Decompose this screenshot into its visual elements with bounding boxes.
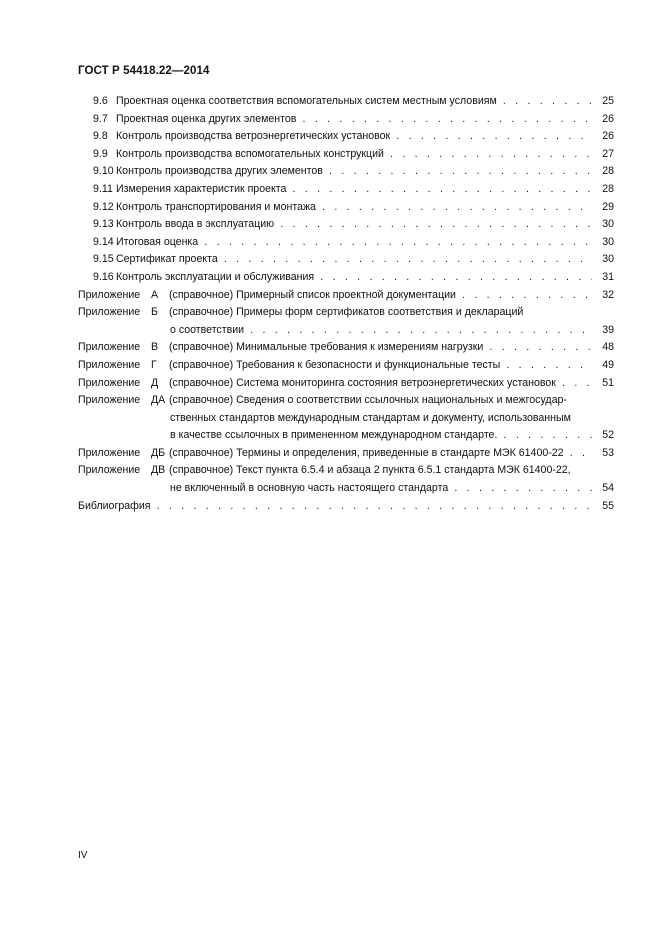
toc-entry-page: 30	[602, 235, 614, 248]
toc-entry-number: 9.15	[93, 253, 114, 266]
appendix-title: (справочное) Требования к безопасности и функциональные тесты . . .	[169, 357, 592, 375]
toc-appendix-a[interactable]	[78, 287, 614, 305]
toc-entry-number: 9.8	[93, 130, 108, 143]
appendix-label: Приложение	[78, 358, 141, 371]
toc-entry-title: Контроль производства других элементов . . .	[116, 163, 592, 181]
bibliography-title: Библиография . . .	[78, 498, 592, 516]
toc-entry-title: Контроль эксплуатации и обслуживания . . .	[116, 269, 592, 287]
toc-entry-9-15[interactable]	[78, 251, 614, 269]
toc-entry-9-6[interactable]	[78, 93, 614, 111]
toc-entry-number: 9.14	[93, 235, 114, 248]
toc-entry-title: Контроль производства ветроэнергетических установок . . .	[116, 128, 592, 146]
toc-appendix-da-cont-2[interactable]	[78, 427, 614, 445]
toc-entry-page: 32	[602, 288, 614, 301]
appendix-label: Приложение	[78, 288, 141, 301]
toc-entry-9-10[interactable]	[78, 163, 614, 181]
toc-appendix-dv-cont[interactable]	[78, 480, 614, 498]
toc-entry-title: Проектная оценка соответствия вспомогательных систем местным условиям . . .	[116, 93, 592, 111]
appendix-letter: ДВ	[151, 464, 166, 477]
toc-entry-page: 53	[602, 446, 614, 459]
toc-appendix-v[interactable]	[78, 339, 614, 357]
toc-entry-number: 9.11	[93, 182, 113, 195]
document-header: ГОСТ Р 54418.22—2014	[78, 65, 210, 77]
toc-entry-9-7[interactable]	[78, 111, 614, 129]
appendix-title-continued: не включенный в основную часть настоящего стандарта . . .	[170, 480, 592, 498]
toc-entry-number: 9.13	[93, 218, 114, 231]
toc-appendix-da-cont-1[interactable]	[78, 410, 614, 428]
appendix-label: Приложение	[78, 376, 141, 389]
toc-entry-page: 31	[602, 270, 614, 283]
toc-entry-page: 48	[602, 341, 614, 354]
appendix-title-continued: ственных стандартов международным стандартам и документу, использованным	[170, 411, 571, 424]
appendix-title: (справочное) Термины и определения, приведенные в стандарте МЭК 61400-22 . . .	[169, 445, 592, 463]
toc-entry-page: 27	[602, 147, 614, 160]
appendix-title: (справочное) Минимальные требования к измерениям нагрузки . . .	[169, 339, 592, 357]
toc-appendix-db[interactable]	[78, 445, 614, 463]
toc-entry-title: Контроль производства вспомогательных конструкций . . .	[116, 146, 592, 164]
appendix-title: (справочное) Система мониторинга состояния ветроэнергетических установок . . .	[169, 375, 592, 393]
toc-entry-page: 28	[602, 165, 614, 178]
toc-bibliography[interactable]	[78, 498, 614, 516]
toc-entry-number: 9.7	[93, 112, 108, 125]
toc-entry-number: 9.16	[93, 270, 114, 283]
toc-entry-9-13[interactable]	[78, 216, 614, 234]
toc-entry-page: 30	[602, 218, 614, 231]
toc-entry-page: 51	[602, 376, 614, 389]
toc-entry-9-16[interactable]	[78, 269, 614, 287]
page-number: IV	[78, 850, 88, 861]
toc-entry-9-8[interactable]	[78, 128, 614, 146]
toc-entry-title: Контроль транспортирования и монтажа . . .	[116, 199, 592, 217]
toc-entry-page: 30	[602, 253, 614, 266]
appendix-title-continued: о соответствии . . .	[170, 322, 592, 340]
toc-entry-number: 9.9	[93, 147, 108, 160]
appendix-label: Приложение	[78, 341, 141, 354]
toc-entry-page: 49	[602, 358, 614, 371]
appendix-title: (справочное) Примеры форм сертификатов соответствия и деклараций	[169, 306, 524, 319]
toc-entry-number: 9.6	[93, 95, 108, 107]
appendix-letter: Б	[151, 306, 158, 319]
toc-entry-page: 39	[602, 323, 614, 336]
toc-appendix-dv[interactable]	[78, 462, 614, 480]
appendix-letter: ДБ	[151, 446, 166, 459]
appendix-label: Приложение	[78, 464, 141, 477]
appendix-label: Приложение	[78, 394, 141, 407]
appendix-label: Приложение	[78, 446, 141, 459]
appendix-title: (справочное) Примерный список проектной документации . . .	[169, 287, 592, 305]
toc-entry-9-12[interactable]	[78, 199, 614, 217]
toc-entry-page: 54	[602, 482, 614, 495]
toc-entry-page: 28	[602, 182, 614, 195]
toc-entry-page: 26	[602, 112, 614, 125]
appendix-letter: А	[151, 288, 159, 301]
toc-entry-title: Измерения характеристик проекта . . .	[116, 181, 592, 199]
toc-appendix-da[interactable]	[78, 392, 614, 410]
toc-entry-page: 29	[602, 200, 614, 213]
toc-entry-number: 9.12	[93, 200, 114, 213]
toc-entry-9-9[interactable]	[78, 146, 614, 164]
appendix-title: (справочное) Сведения о соответствии ссылочных национальных и межгосудар-	[169, 394, 567, 407]
toc-entry-9-14[interactable]	[78, 234, 614, 252]
toc-entry-page: 25	[602, 95, 614, 107]
toc-appendix-g[interactable]	[78, 357, 614, 375]
toc-entry-page: 26	[602, 130, 614, 143]
appendix-label: Приложение	[78, 306, 141, 319]
appendix-letter: В	[151, 341, 159, 354]
toc-entry-title: Контроль ввода в эксплуатацию . . .	[116, 216, 592, 234]
appendix-title: (справочное) Текст пункта 6.5.4 и абзаца 2 пункта 6.5.1 стандарта МЭК 61400-22,	[169, 464, 571, 477]
toc-appendix-b-cont[interactable]	[78, 322, 614, 340]
toc-entry-page: 55	[602, 499, 614, 512]
toc-appendix-b[interactable]	[78, 304, 614, 322]
appendix-letter: ДА	[151, 394, 166, 407]
toc-entry-title: Итоговая оценка . . .	[116, 234, 592, 252]
appendix-title-continued: в качестве ссылочных в примененном международном стандарте. . . .	[170, 427, 592, 445]
appendix-letter: Г	[151, 358, 157, 371]
toc-entry-title: Проектная оценка других элементов . . .	[116, 111, 592, 129]
toc-entry-9-11[interactable]	[78, 181, 614, 199]
table-of-contents	[78, 93, 614, 515]
toc-entry-title: Сертификат проекта . . .	[116, 251, 592, 269]
toc-entry-number: 9.10	[93, 165, 114, 178]
toc-appendix-d[interactable]	[78, 375, 614, 393]
toc-entry-page: 52	[602, 429, 614, 442]
appendix-letter: Д	[151, 376, 159, 389]
